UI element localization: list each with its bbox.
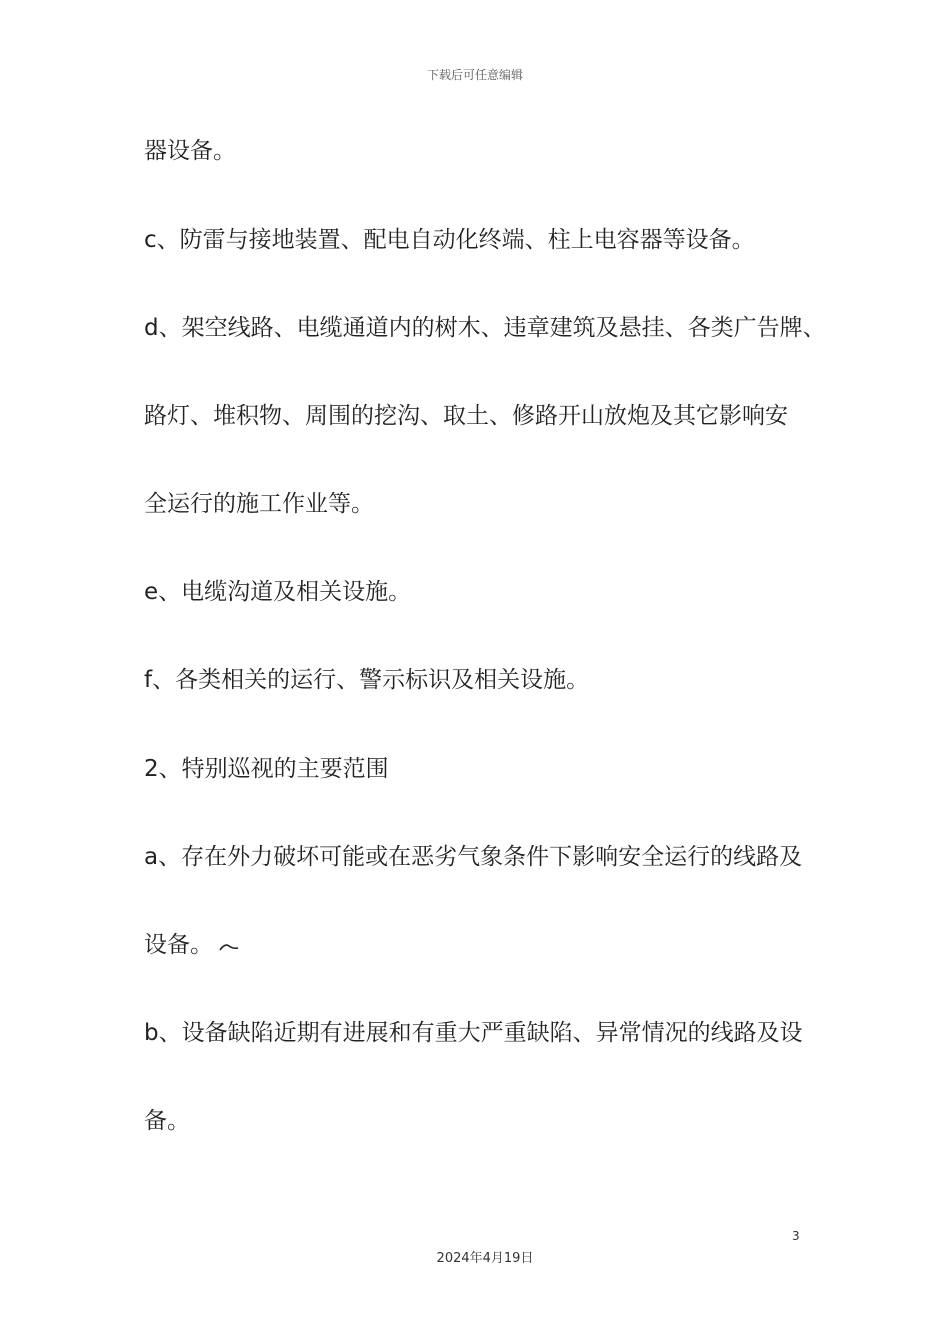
- body-line: a、存在外力破坏可能或在恶劣气象条件下影响安全运行的线路及: [144, 844, 803, 870]
- body-line: 备。: [144, 1108, 190, 1134]
- body-line: c、防雷与接地装置、配电自动化终端、柱上电容器等设备。: [144, 227, 755, 253]
- body-line: 2、特别巡视的主要范围: [144, 756, 389, 782]
- body-line: b、设备缺陷近期有进展和有重大严重缺陷、异常情况的线路及设: [144, 1020, 803, 1046]
- body-line: d、架空线路、电缆通道内的树木、违章建筑及悬挂、各类广告牌、: [144, 315, 826, 341]
- body-line: e、电缆沟道及相关设施。: [144, 579, 412, 605]
- handwritten-mark-icon: [219, 939, 239, 953]
- body-line: f、各类相关的运行、警示标识及相关设施。: [144, 667, 590, 693]
- body-line-with-mark: [144, 930, 239, 960]
- body-line: 器设备。: [144, 138, 236, 164]
- body-line-text: 设备。: [144, 932, 213, 958]
- body-line: 路灯、堆积物、周围的挖沟、取土、修路开山放炮及其它影响安: [144, 403, 788, 429]
- footer-date: 2024年4月19日: [436, 1251, 534, 1266]
- page-number: 3: [792, 1229, 800, 1243]
- body-line: 全运行的施工作业等。: [144, 491, 374, 517]
- page-header: 下载后可任意编辑: [426, 68, 523, 82]
